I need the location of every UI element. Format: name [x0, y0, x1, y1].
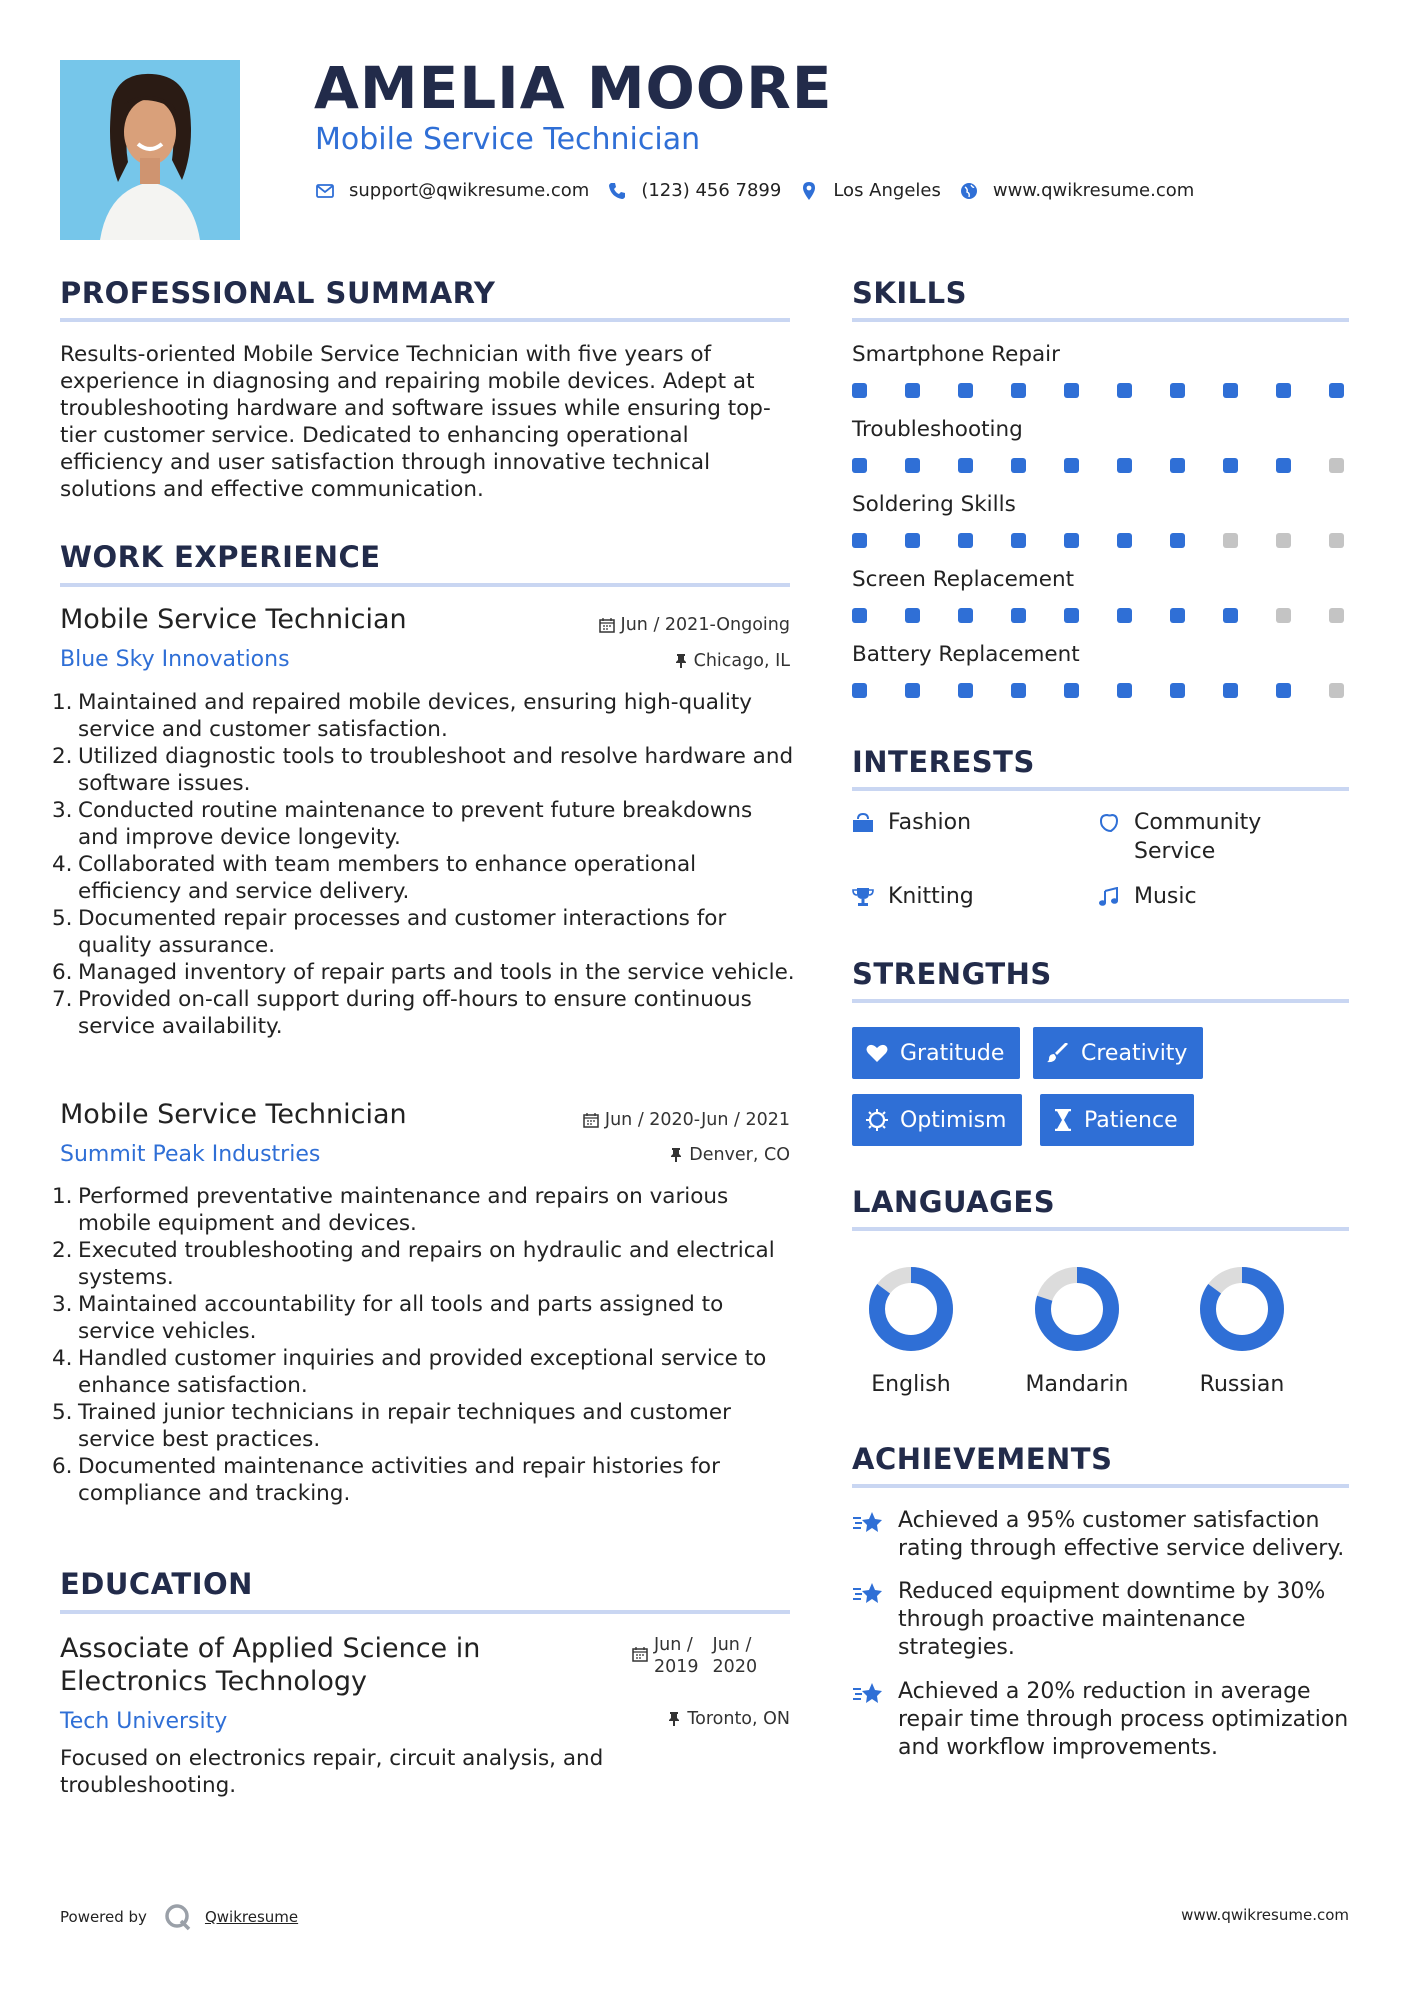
skill-dot-empty: [1329, 608, 1344, 623]
interests-heading: INTERESTS: [852, 745, 1035, 779]
education-start: [654, 1634, 699, 1678]
shooting-star-icon: [852, 1510, 884, 1534]
skill-dot-filled: [852, 683, 867, 698]
skill-dot-filled: [1011, 383, 1026, 398]
list-item: 2. Utilized diagnostic tools to troubleshoot and resolve hardware and software issues.: [52, 744, 794, 796]
job-location: [669, 1145, 790, 1165]
language-english: [836, 1264, 986, 1397]
contact-bar: [315, 180, 1212, 201]
skill-dot-filled: [958, 458, 973, 473]
skill-dot-filled: [1223, 608, 1238, 623]
education-divider: [60, 1610, 790, 1614]
education-end: [713, 1634, 758, 1678]
skill-dot-filled: [1011, 683, 1026, 698]
contact-location-text: Los Angeles: [833, 180, 941, 201]
skill-dot-filled: [1117, 608, 1132, 623]
skill-dot-filled: [1170, 533, 1185, 548]
education-dates: [632, 1634, 757, 1678]
skill-dot-empty: [1223, 533, 1238, 548]
experience-heading: WORK EXPERIENCE: [60, 540, 381, 574]
skill-dot-filled: [1170, 683, 1185, 698]
language-donut: [866, 1264, 956, 1354]
skill-dot-filled: [905, 383, 920, 398]
skill-rating: [852, 608, 1350, 624]
job-location: [674, 651, 790, 671]
shooting-star-icon: [852, 1581, 884, 1605]
list-item: 4. Handled customer inquiries and provided exceptional service to enhance satisfaction.: [52, 1346, 767, 1398]
achievements-divider: [852, 1484, 1349, 1488]
list-item: 6. Managed inventory of repair parts and tools in the service vehicle.: [52, 960, 795, 985]
list-item: 3. Maintained accountability for all tools and parts assigned to service vehicles.: [52, 1292, 724, 1344]
interest-label: [1134, 808, 1261, 866]
skill-name: Screen Replacement: [852, 567, 1075, 592]
strength-label: Optimism: [900, 1107, 1007, 1133]
languages-heading: LANGUAGES: [852, 1185, 1056, 1219]
job-dates-text: Jun / 2021-Ongoing: [620, 615, 790, 635]
skill-dot-filled: [1223, 383, 1238, 398]
qwikresume-logo-icon: [163, 1902, 193, 1932]
list-item: 4. Collaborated with team members to enhance operational efficiency and service delivery.: [52, 852, 697, 904]
language-donut: [1032, 1264, 1122, 1354]
envelope-icon: [315, 181, 335, 201]
skill-rating: [852, 383, 1350, 399]
skill-dot-filled: [1223, 683, 1238, 698]
skill-dot-filled: [905, 608, 920, 623]
contact-website-text: www.qwikresume.com: [992, 180, 1195, 201]
skill-name: Troubleshooting: [852, 417, 1023, 442]
skill-dot-empty: [1329, 458, 1344, 473]
hand-icon: [1098, 813, 1120, 833]
list-item: 6. Documented maintenance activities and repair histories for compliance and tracking.: [52, 1454, 720, 1506]
skill-name: Smartphone Repair: [852, 342, 1060, 367]
candidate-name: AMELIA MOORE: [314, 54, 833, 122]
job-dates: [583, 1110, 790, 1130]
school-name: Tech University: [60, 1709, 228, 1734]
map-pin-icon: [799, 181, 819, 201]
job-title: Mobile Service Technician: [60, 1099, 407, 1130]
achievements-heading: ACHIEVEMENTS: [852, 1442, 1113, 1476]
calendar-icon: [632, 1646, 648, 1662]
interest-label: Music: [1134, 884, 1197, 909]
shooting-star-icon: [852, 1681, 884, 1705]
skills-divider: [852, 318, 1349, 322]
globe-icon: [959, 181, 979, 201]
list-item: 1. Performed preventative maintenance and repairs on various mobile equipment and devices.: [52, 1184, 729, 1236]
skill-dot-filled: [1011, 608, 1026, 623]
language-name: Mandarin: [1025, 1372, 1129, 1397]
language-donut: [1197, 1264, 1287, 1354]
degree-title: [60, 1632, 480, 1698]
strength-gratitude: [852, 1027, 1020, 1079]
skill-dot-filled: [852, 608, 867, 623]
summary-divider: [60, 318, 790, 322]
skill-dot-filled: [1117, 533, 1132, 548]
trophy-icon: [852, 887, 874, 907]
brand-link[interactable]: Qwikresume: [204, 1908, 299, 1926]
candidate-role: Mobile Service Technician: [315, 122, 701, 157]
list-item: 7. Provided on-call support during off-hours to ensure continuous service availability.: [52, 987, 752, 1039]
achievement-item: [852, 1678, 1352, 1762]
skill-dot-filled: [1064, 458, 1079, 473]
profile-photo-image: [60, 60, 240, 240]
job-dates-text: Jun / 2020-Jun / 2021: [604, 1110, 790, 1130]
phone-icon: [607, 181, 627, 201]
skill-dot-filled: [1117, 683, 1132, 698]
achievement-item: [852, 1578, 1352, 1662]
list-item: 1. Maintained and repaired mobile devices, ensuring high-quality service and customer satisfaction.: [52, 690, 753, 742]
language-mandarin: [1002, 1264, 1152, 1397]
skill-dot-filled: [1117, 458, 1132, 473]
job-dates: [599, 615, 790, 635]
job-title: Mobile Service Technician: [60, 604, 407, 635]
hourglass-icon: [1054, 1109, 1072, 1131]
skill-rating: [852, 458, 1350, 474]
skill-name: Battery Replacement: [852, 642, 1080, 667]
education-heading: EDUCATION: [60, 1567, 253, 1601]
list-item: 5. Documented repair processes and customer interactions for quality assurance.: [52, 906, 727, 958]
interest-label-line: Service: [1134, 839, 1216, 864]
skill-dot-filled: [852, 533, 867, 548]
skill-dot-filled: [852, 383, 867, 398]
list-item: 2. Executed troubleshooting and repairs on hydraulic and electrical systems.: [52, 1238, 775, 1290]
profile-photo: [60, 60, 240, 240]
skill-dot-filled: [1011, 458, 1026, 473]
degree-line: Electronics Technology: [60, 1666, 367, 1697]
education-location-text: Toronto, ON: [687, 1709, 790, 1729]
calendar-icon: [583, 1112, 599, 1128]
skill-dot-filled: [1276, 458, 1291, 473]
contact-location: [799, 180, 941, 201]
achievement-item: [852, 1507, 1352, 1563]
education-location: [667, 1709, 790, 1729]
paint-brush-icon: [1047, 1043, 1069, 1063]
interest-label: Fashion: [888, 810, 972, 835]
education-start-month: Jun /: [654, 1635, 693, 1655]
strength-label: Patience: [1084, 1107, 1178, 1133]
list-item: 5. Trained junior technicians in repair techniques and customer service best practices.: [52, 1400, 731, 1452]
contact-website[interactable]: [959, 180, 1194, 201]
strength-patience: [1040, 1094, 1194, 1146]
skill-dot-empty: [1329, 533, 1344, 548]
skill-dot-empty: [1276, 533, 1291, 548]
languages-divider: [852, 1227, 1349, 1231]
shopping-bag-icon: [852, 813, 874, 833]
music-note-icon: [1098, 887, 1120, 907]
skill-dot-empty: [1329, 683, 1344, 698]
pushpin-icon: [667, 1711, 681, 1727]
list-item: 3. Conducted routine maintenance to prevent future breakdowns and improve device longevity.: [52, 798, 753, 850]
interest-fashion: [852, 808, 971, 837]
job-location-text: Denver, CO: [689, 1145, 790, 1165]
interest-label-line: Community: [1134, 810, 1262, 835]
skill-dot-filled: [1011, 533, 1026, 548]
calendar-icon: [599, 617, 615, 633]
interest-community-service: [1098, 808, 1261, 866]
heart-icon: [866, 1043, 888, 1063]
pushpin-icon: [669, 1147, 683, 1163]
skill-dot-filled: [1276, 383, 1291, 398]
experience-divider: [60, 583, 790, 587]
education-description: Focused on electronics repair, circuit analysis, and troubleshooting.: [60, 1746, 604, 1798]
education-end-year: 2020: [712, 1657, 758, 1677]
skill-dot-filled: [1170, 608, 1185, 623]
degree-line: Associate of Applied Science in: [60, 1633, 481, 1664]
skill-rating: [852, 683, 1350, 699]
language-russian: [1167, 1264, 1317, 1397]
strengths-heading: STRENGTHS: [852, 957, 1052, 991]
skill-dot-filled: [958, 533, 973, 548]
strength-label: Gratitude: [900, 1040, 1005, 1066]
language-name: English: [871, 1372, 951, 1397]
job-bullets: [52, 1183, 795, 1507]
language-name: Russian: [1199, 1372, 1285, 1397]
skill-dot-filled: [1064, 683, 1079, 698]
summary-text: Results-oriented Mobile Service Technician with five years of experience in diagnosing and repairing mobile devices. Adept at troubleshooting hardware and software issues while ensuring top-tier customer service. Dedicated to enhancing operational efficiency and user satisfaction through innovative technical solutions and effective communication.: [60, 342, 771, 502]
skill-dot-filled: [852, 458, 867, 473]
strength-creativity: [1033, 1027, 1203, 1079]
interests-divider: [852, 787, 1349, 791]
summary-heading: PROFESSIONAL SUMMARY: [60, 276, 496, 310]
company-name: Summit Peak Industries: [60, 1142, 321, 1167]
skill-dot-filled: [1117, 383, 1132, 398]
job-bullets: [52, 689, 795, 1040]
achievement-text: Achieved a 95% customer satisfaction rating through effective service delivery.: [898, 1508, 1345, 1561]
strength-optimism: [852, 1094, 1022, 1146]
strength-label: Creativity: [1081, 1040, 1188, 1066]
skill-dot-filled: [1170, 458, 1185, 473]
skill-dot-filled: [1276, 683, 1291, 698]
education-end-month: Jun /: [712, 1635, 752, 1655]
skill-dot-filled: [1223, 458, 1238, 473]
sun-icon: [866, 1109, 888, 1131]
contact-phone[interactable]: [607, 180, 781, 201]
skill-dot-filled: [905, 533, 920, 548]
strengths-divider: [852, 999, 1349, 1003]
pushpin-icon: [674, 653, 688, 669]
skill-dot-filled: [905, 683, 920, 698]
powered-by-text: Powered by: [60, 1908, 147, 1926]
skill-dot-filled: [958, 608, 973, 623]
skill-rating: [852, 533, 1350, 549]
skill-name: Soldering Skills: [852, 492, 1016, 517]
skill-dot-filled: [1064, 533, 1079, 548]
skill-dot-filled: [1064, 383, 1079, 398]
achievement-text: Reduced equipment downtime by 30% through proactive maintenance strategies.: [898, 1579, 1326, 1660]
job-location-text: Chicago, IL: [693, 651, 790, 671]
skill-dot-filled: [1329, 383, 1344, 398]
contact-email[interactable]: [315, 180, 589, 201]
interest-knitting: [852, 882, 974, 911]
contact-phone-text: (123) 456 7899: [641, 180, 782, 201]
achievement-text: Achieved a 20% reduction in average repair time through process optimization and workflow improvements.: [898, 1679, 1349, 1760]
contact-email-text: support@qwikresume.com: [349, 180, 590, 201]
footer-website[interactable]: www.qwikresume.com: [1181, 1906, 1349, 1924]
interest-label: Knitting: [888, 884, 974, 909]
skill-dot-filled: [1064, 608, 1079, 623]
education-start-year: 2019: [654, 1657, 699, 1677]
skill-dot-filled: [958, 683, 973, 698]
skill-dot-filled: [1170, 383, 1185, 398]
interest-music: [1098, 882, 1197, 911]
skills-heading: SKILLS: [852, 276, 967, 310]
skill-dot-empty: [1276, 608, 1291, 623]
skill-dot-filled: [958, 383, 973, 398]
company-name: Blue Sky Innovations: [60, 647, 290, 672]
skill-dot-filled: [905, 458, 920, 473]
footer-powered-by: [60, 1902, 298, 1932]
